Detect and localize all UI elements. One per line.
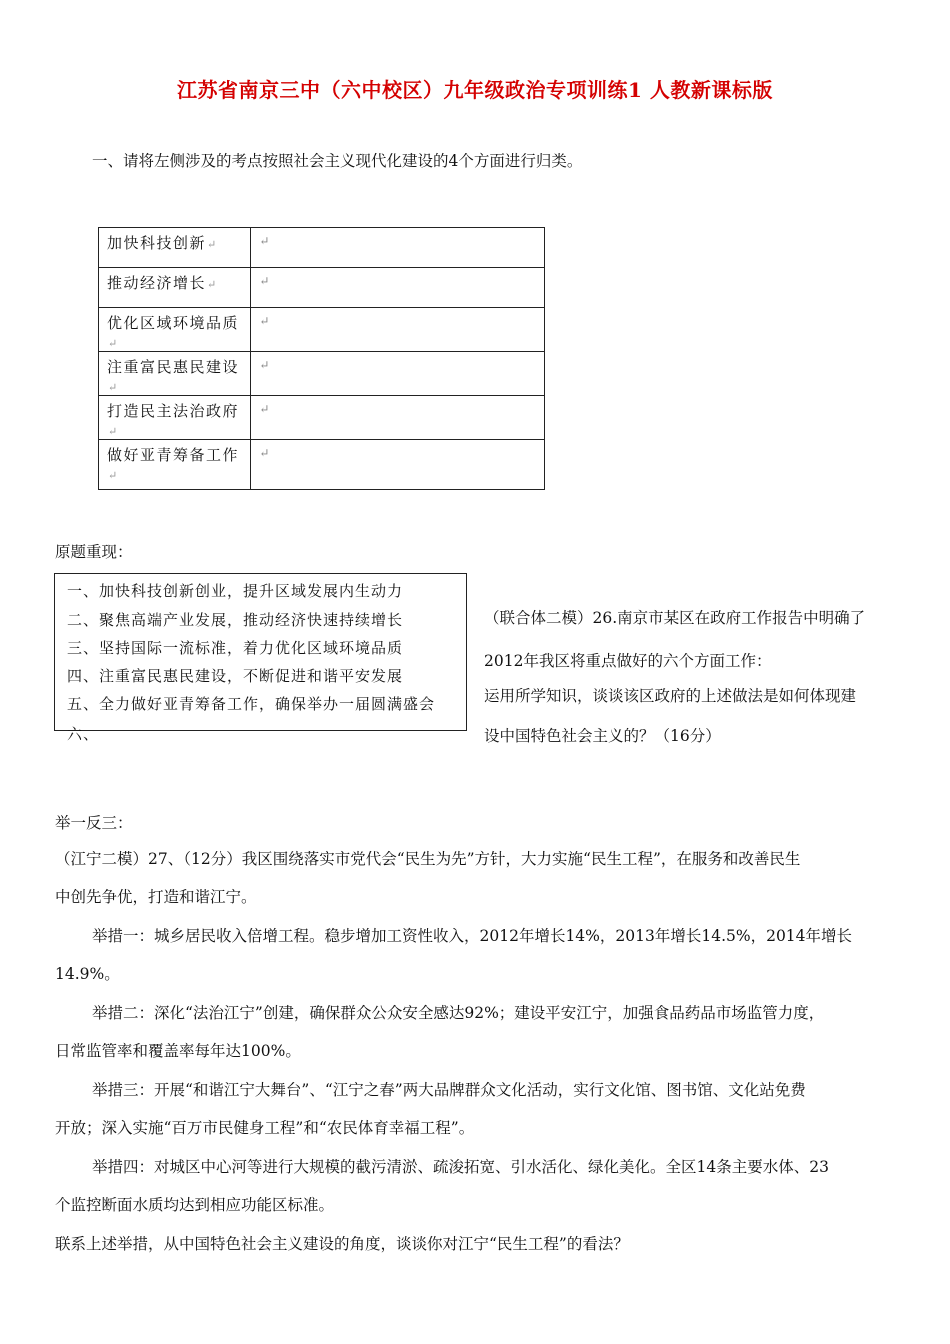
- measure-line: 开放；深入实施“百万市民健身工程”和“农民体育幸福工程”。: [55, 1119, 475, 1137]
- table-cell-answer[interactable]: ↵: [251, 440, 545, 490]
- original-item-clipped: 六、: [67, 725, 100, 743]
- table-cell-answer[interactable]: ↵: [251, 396, 545, 440]
- extend-heading: 举一反三：: [55, 814, 133, 832]
- question-27-line: 中创先争优，打造和谐江宁。: [55, 888, 257, 906]
- side-question-line: 设中国特色社会主义的？（16分）: [484, 727, 721, 745]
- table-cell-label: 加快科技创新↵: [99, 228, 251, 268]
- table-cell-label: 优化区域环境品质↵: [99, 308, 251, 352]
- page-title: 江苏省南京三中（六中校区）九年级政治专项训练1 人教新课标版: [177, 78, 773, 102]
- table-cell-label: 推动经济增长↵: [99, 268, 251, 308]
- table-cell-answer[interactable]: ↵: [251, 228, 545, 268]
- measure-line: 举措三：开展“和谐江宁大舞台”、“江宁之春”两大品牌群众文化活动，实行文化馆、图书馆、文化站免费: [92, 1081, 806, 1099]
- original-heading: 原题重现：: [55, 543, 133, 561]
- measure-line: 个监控断面水质均达到相应功能区标准。: [55, 1196, 335, 1214]
- table-cell-label: 打造民主法治政府↵: [99, 396, 251, 440]
- table-row: [99, 352, 545, 396]
- table-row: [99, 396, 545, 440]
- question-27-line: （江宁二模）27、（12分）我区围绕落实市党代会“民生为先”方针，大力实施“民生工程”，在服务和改善民生: [55, 850, 801, 868]
- table-cell-label: 注重富民惠民建设↵: [99, 352, 251, 396]
- side-question-line: （联合体二模）26.南京市某区在政府工作报告中明确了: [484, 609, 866, 627]
- table-row: [99, 268, 545, 308]
- final-question: 联系上述举措，从中国特色社会主义建设的角度，谈谈你对江宁“民生工程”的看法？: [55, 1235, 629, 1253]
- table-cell-label: 做好亚青筹备工作↵: [99, 440, 251, 490]
- side-question-line: 2012年我区将重点做好的六个方面工作：: [484, 652, 772, 670]
- instruction-text: 一、请将左侧涉及的考点按照社会主义现代化建设的4个方面进行归类。: [92, 152, 583, 170]
- side-question-line: 运用所学知识，谈谈该区政府的上述做法是如何体现建: [484, 687, 857, 705]
- original-item: 三、坚持国际一流标准，着力优化区域环境品质: [67, 639, 404, 657]
- table-row: [99, 440, 545, 490]
- measure-line: 14.9%。: [55, 965, 120, 983]
- table-row: [99, 228, 545, 268]
- table-cell-answer[interactable]: ↵: [251, 268, 545, 308]
- original-items-box: [54, 573, 467, 743]
- original-item: 四、注重富民惠民建设，不断促进和谐平安发展: [67, 667, 404, 685]
- measure-line: 举措二：深化“法治江宁”创建，确保群众公众安全感达92%；建设平安江宁，加强食品药品市场监管力度，: [92, 1004, 825, 1022]
- original-item: 一、加快科技创新创业，提升区域发展内生动力: [67, 582, 404, 600]
- measure-line: 举措四：对城区中心河等进行大规模的截污清淤、疏浚拓宽、引水活化、绿化美化。全区14条主要水体、23: [92, 1158, 829, 1176]
- measure-line: 日常监管率和覆盖率每年达100%。: [55, 1042, 301, 1060]
- classification-table: [98, 227, 545, 490]
- table-cell-answer[interactable]: ↵: [251, 308, 545, 352]
- measure-line: 举措一：城乡居民收入倍增工程。稳步增加工资性收入，2012年增长14%，2013年增长14.5%，2014年增长: [92, 927, 853, 945]
- table-row: [99, 308, 545, 352]
- original-item: 五、全力做好亚青筹备工作，确保举办一届圆满盛会: [67, 695, 436, 713]
- table-cell-answer[interactable]: ↵: [251, 352, 545, 396]
- original-item: 二、聚焦高端产业发展，推动经济快速持续增长: [67, 611, 404, 629]
